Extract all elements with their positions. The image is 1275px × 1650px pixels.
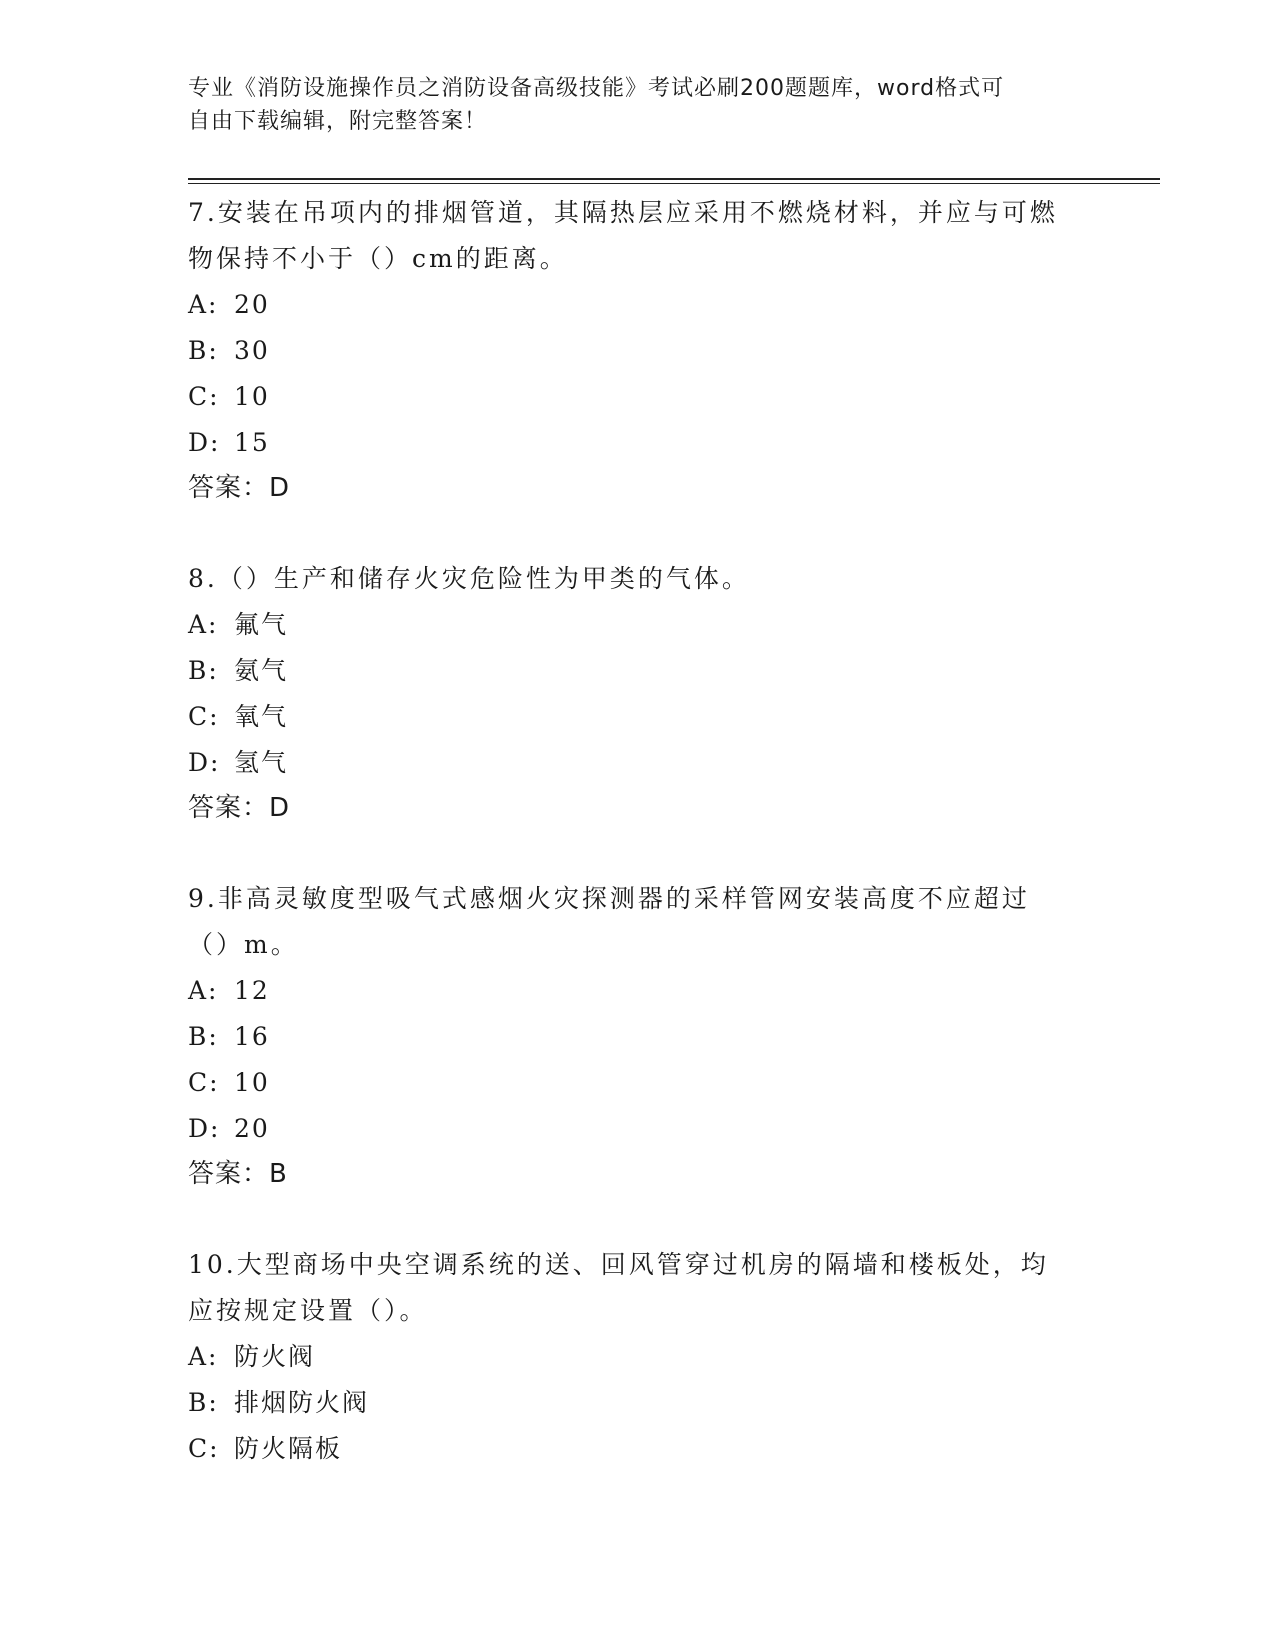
option-key: A:	[188, 290, 219, 319]
option-key: C:	[188, 1068, 220, 1097]
option-a	[188, 1334, 1088, 1380]
option-c	[188, 1426, 1088, 1472]
header-divider-thick	[188, 178, 1160, 180]
question-8	[188, 556, 1088, 830]
option-a	[188, 602, 1088, 648]
option-b	[188, 648, 1088, 694]
option-key: A:	[188, 1342, 219, 1371]
option-key: D:	[188, 748, 221, 777]
option-text: 16	[234, 1022, 270, 1051]
question-7	[188, 190, 1088, 510]
question-stem: 8.（）生产和储存火灾危险性为甲类的气体。	[188, 564, 750, 593]
option-text: 氟气	[234, 610, 289, 639]
option-key: D:	[188, 428, 221, 457]
header-line-2: 自由下载编辑，附完整答案！	[188, 109, 488, 134]
option-text: 防火阀	[234, 1342, 316, 1371]
question-stem: 7.安装在吊项内的排烟管道，其隔热层应采用不燃烧材料，并应与可燃物保持不小于（）cm的距离。	[188, 198, 1058, 273]
header-line-1: 专业《消防设施操作员之消防设备高级技能》考试必刷200题题库，word格式可	[188, 76, 1005, 101]
option-text: 氧气	[234, 702, 289, 731]
answer-line: 答案：D	[188, 793, 291, 823]
option-key: C:	[188, 382, 220, 411]
option-a	[188, 282, 1088, 328]
option-b	[188, 1380, 1088, 1426]
option-d	[188, 1106, 1088, 1152]
option-d	[188, 740, 1088, 786]
option-key: C:	[188, 1434, 220, 1463]
option-text: 氨气	[234, 656, 289, 685]
option-key: B:	[188, 1388, 219, 1417]
option-key: C:	[188, 702, 220, 731]
header-divider-thin	[188, 183, 1160, 184]
option-text: 10	[234, 382, 270, 411]
option-b	[188, 1014, 1088, 1060]
option-text: 氢气	[234, 748, 289, 777]
option-text: 30	[234, 336, 270, 365]
option-key: A:	[188, 976, 219, 1005]
option-c	[188, 1060, 1088, 1106]
question-9	[188, 876, 1088, 1196]
option-c	[188, 374, 1088, 420]
option-key: B:	[188, 656, 219, 685]
option-a	[188, 968, 1088, 1014]
option-text: 20	[234, 290, 270, 319]
question-stem: 9.非高灵敏度型吸气式感烟火灾探测器的采样管网安装高度不应超过（）m。	[188, 884, 1030, 959]
option-d	[188, 420, 1088, 466]
option-key: B:	[188, 1022, 219, 1051]
option-text: 防火隔板	[234, 1434, 343, 1463]
option-text: 15	[234, 428, 270, 457]
question-list	[188, 190, 1088, 1518]
option-text: 10	[234, 1068, 270, 1097]
document-header	[188, 72, 1068, 138]
option-key: D:	[188, 1114, 221, 1143]
option-text: 排烟防火阀	[234, 1388, 370, 1417]
option-text: 12	[234, 976, 270, 1005]
answer-line: 答案：B	[188, 1159, 288, 1189]
question-10	[188, 1242, 1088, 1472]
answer-line: 答案：D	[188, 473, 291, 503]
option-key: A:	[188, 610, 219, 639]
option-c	[188, 694, 1088, 740]
option-b	[188, 328, 1088, 374]
question-stem: 10.大型商场中央空调系统的送、回风管穿过机房的隔墙和楼板处，均应按规定设置（）。	[188, 1250, 1049, 1325]
option-key: B:	[188, 336, 219, 365]
option-text: 20	[234, 1114, 270, 1143]
